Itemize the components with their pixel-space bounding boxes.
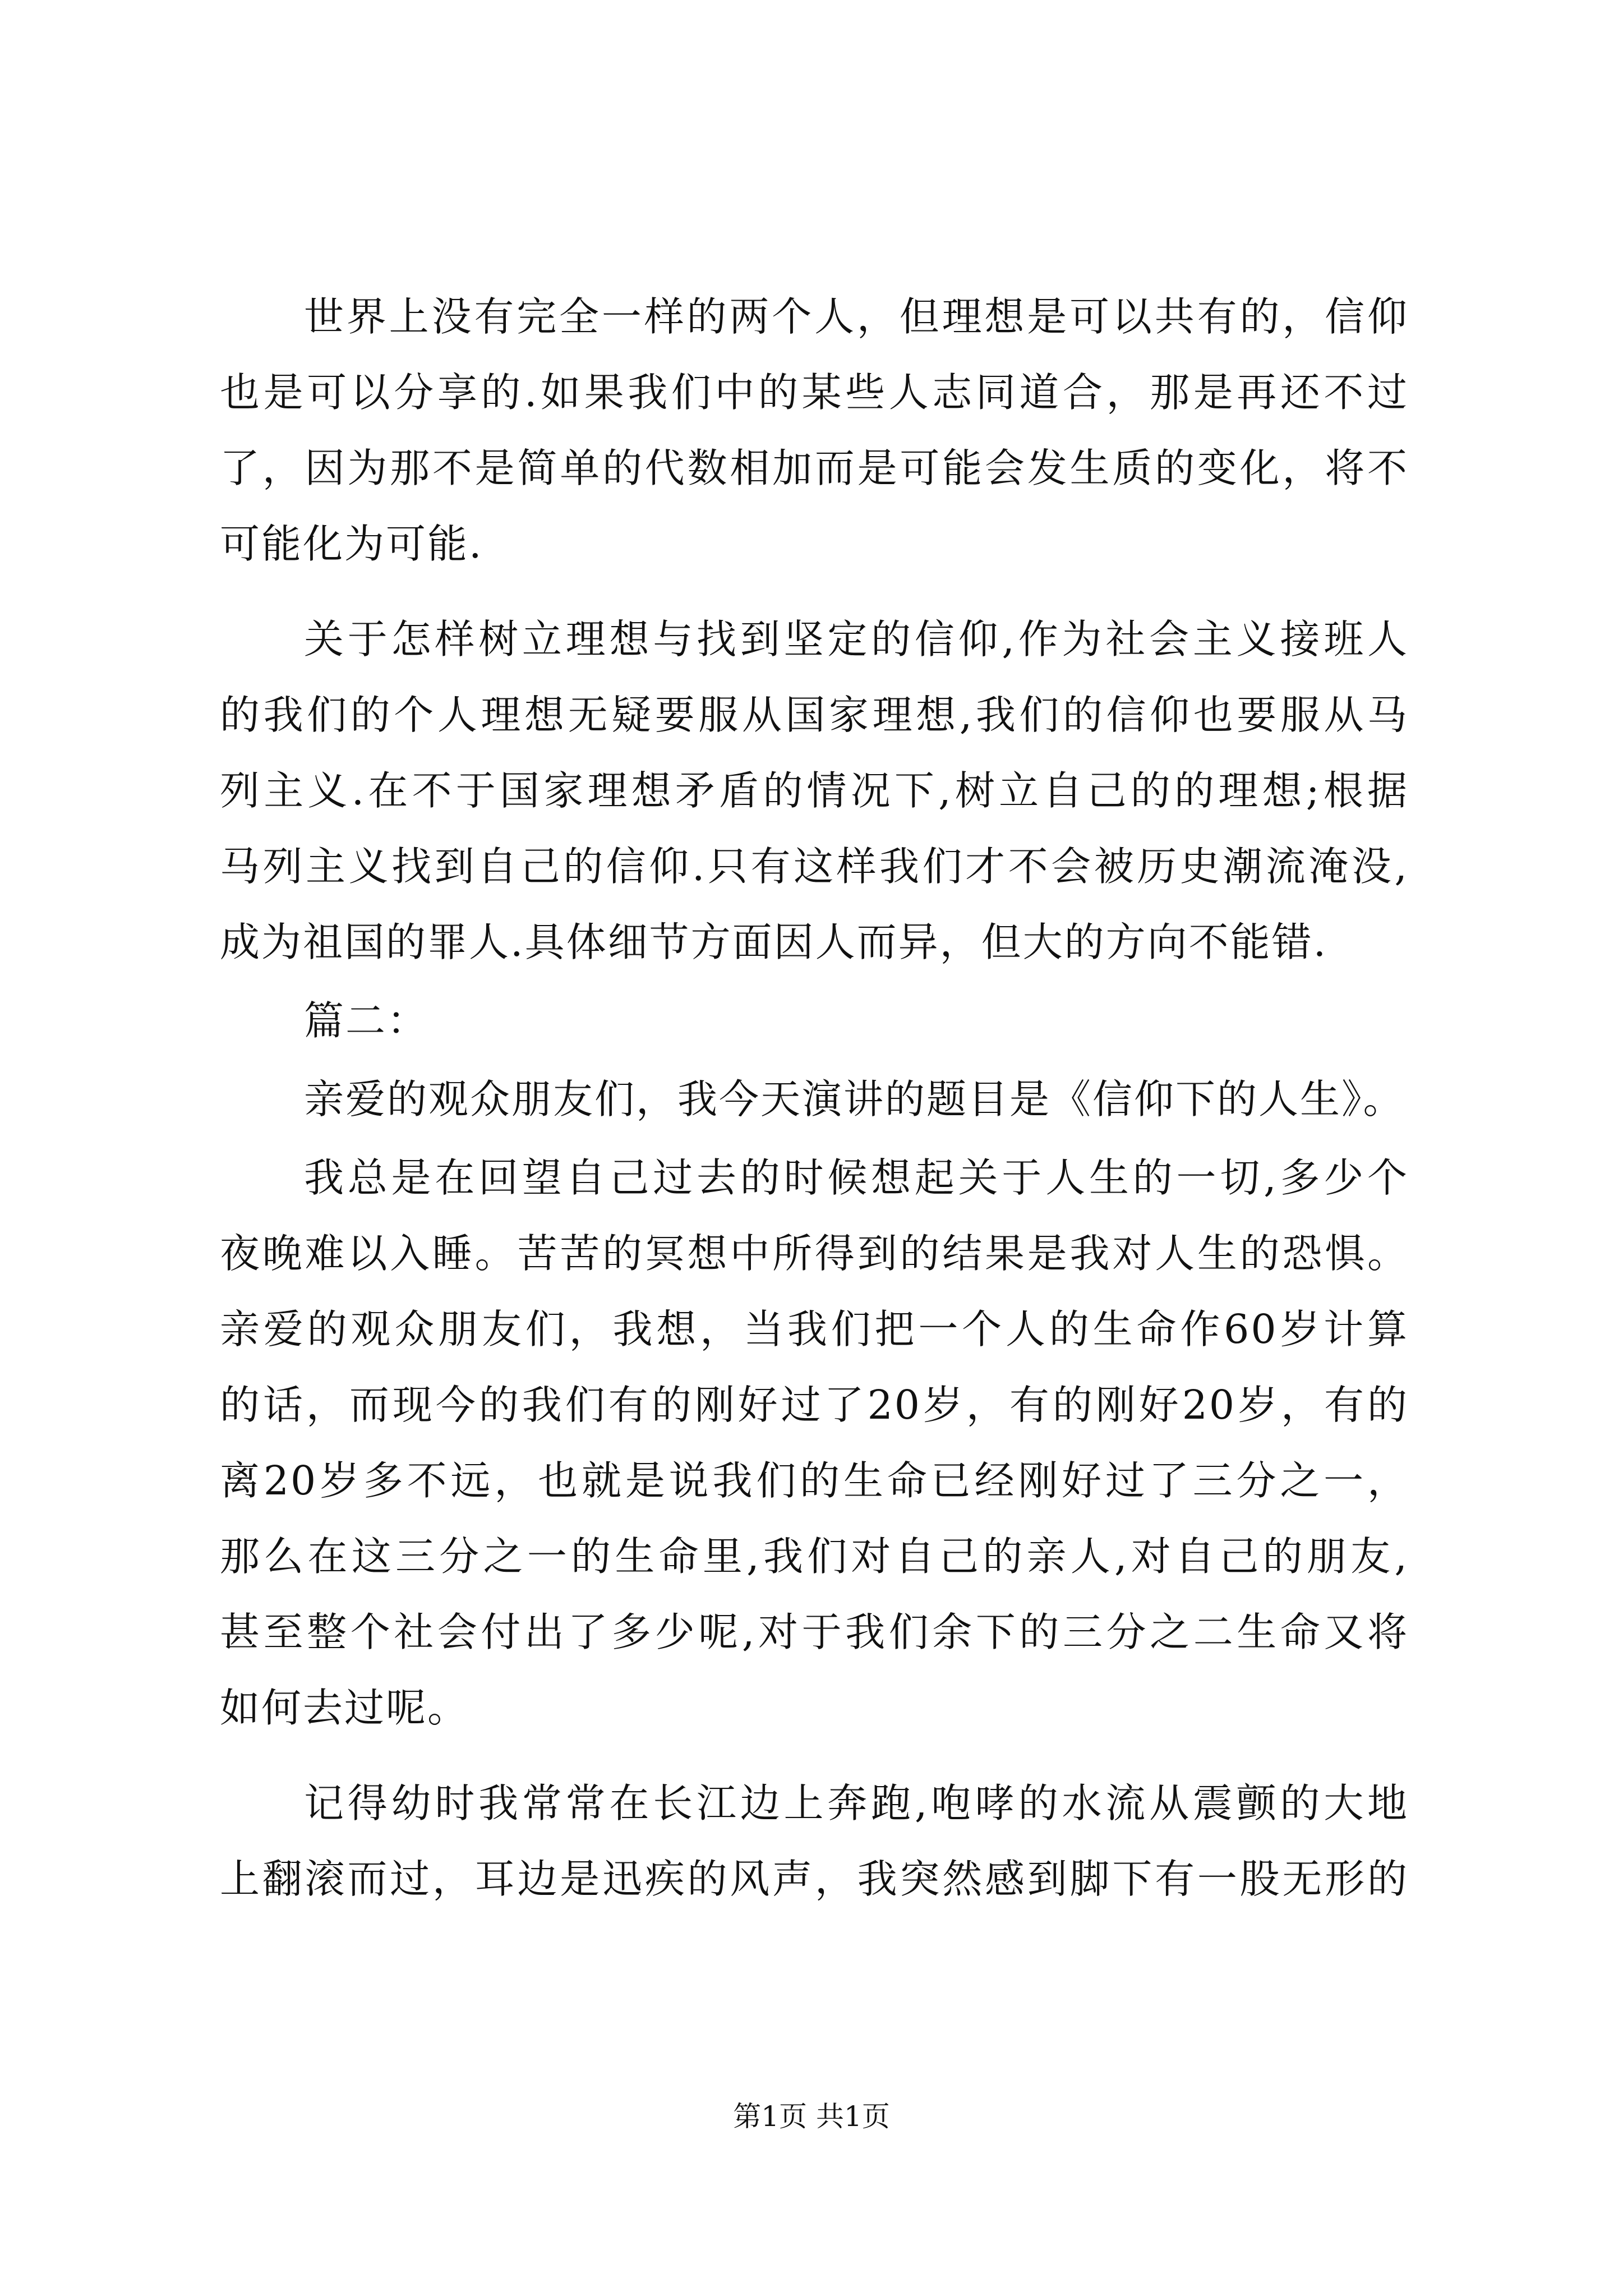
paragraph-line: 离20岁多不远，也就是说我们的生命已经刚好过了三分之一， (220, 1457, 1409, 1504)
paragraph-line: 上翻滚而过，耳边是迅疾的风声，我突然感到脚下有一股无形的 (220, 1856, 1409, 1902)
page-number-footer: 第1页 共1页 (733, 2100, 890, 2133)
paragraph-line: 马列主义找到自己的信仰.只有这样我们才不会被历史潮流淹没, (220, 843, 1409, 890)
paragraph-line: 亲爱的观众朋友们，我想，当我们把一个人的生命作60岁计算 (220, 1306, 1409, 1352)
paragraph-line: 世界上没有完全一样的两个人，但理想是可以共有的，信仰 (304, 293, 1409, 340)
paragraph-line: 关于怎样树立理想与找到坚定的信仰,作为社会主义接班人 (304, 616, 1409, 662)
paragraph-line: 甚至整个社会付出了多少呢,对于我们余下的三分之二生命又将 (220, 1609, 1409, 1655)
paragraph-line: 夜晚难以入睡。苦苦的冥想中所得到的结果是我对人生的恐惧。 (220, 1230, 1409, 1277)
paragraph-line: 成为祖国的罪人.具体细节方面因人而异，但大的方向不能错. (220, 919, 1328, 965)
paragraph-line: 的话，而现今的我们有的刚好过了20岁，有的刚好20岁，有的 (220, 1382, 1409, 1428)
section-heading: 篇二： (304, 997, 429, 1044)
paragraph-line: 我总是在回望自己过去的时候想起关于人生的一切,多少个 (304, 1154, 1409, 1201)
paragraph-line: 了，因为那不是简单的代数相加而是可能会发生质的变化，将不 (220, 445, 1409, 491)
paragraph-line: 那么在这三分之一的生命里,我们对自己的亲人,对自己的朋友, (220, 1533, 1409, 1580)
paragraph-line: 的我们的个人理想无疑要服从国家理想,我们的信仰也要服从马 (220, 692, 1409, 738)
paragraph-line: 如何去过呢。 (220, 1685, 469, 1731)
paragraph-line: 记得幼时我常常在长江边上奔跑,咆哮的水流从震颤的大地 (304, 1780, 1409, 1826)
paragraph-line: 亲爱的观众朋友们，我今天演讲的题目是《信仰下的人生》。 (304, 1076, 1405, 1122)
paragraph-line: 列主义.在不于国家理想矛盾的情况下,树立自己的的理想;根据 (220, 767, 1409, 814)
paragraph-line: 可能化为可能. (220, 521, 483, 567)
paragraph-line: 也是可以分享的.如果我们中的某些人志同道合，那是再还不过 (220, 369, 1409, 416)
